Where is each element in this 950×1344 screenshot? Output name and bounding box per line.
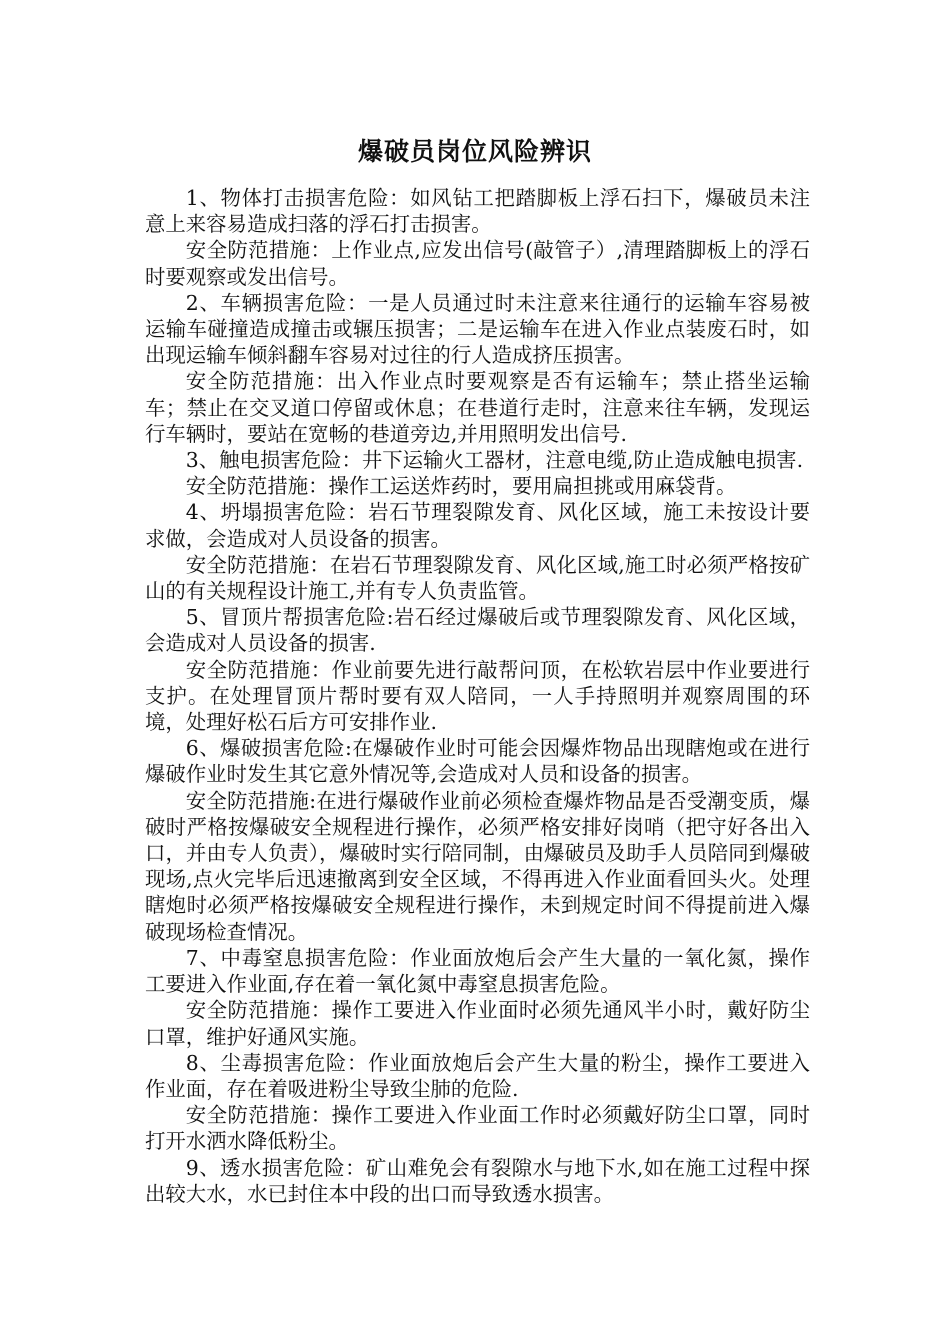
paragraph-measure-7: 安全防范措施：操作工要进入作业面时必须先通风半小时，戴好防尘口罩，维护好通风实施。 (145, 998, 810, 1049)
paragraph-hazard-4: 4、坍塌损害危险：岩石节理裂隙发育、风化区域，施工未按设计要求做，会造成对人员设备的损害。 (145, 500, 810, 551)
document-body (145, 185, 810, 1207)
paragraph-hazard-9: 9、透水损害危险：矿山难免会有裂隙水与地下水,如在施工过程中探出较大水，水已封住本中段的出口而导致透水损害。 (145, 1155, 810, 1206)
paragraph-hazard-3: 3、触电损害危险：井下运输火工器材，注意电缆,防止造成触电损害. (185, 448, 804, 473)
paragraph-measure-5: 安全防范措施：作业前要先进行敲帮问顶，在松软岩层中作业要进行支护。在处理冒顶片帮时要有双人陪同，一人手持照明并观察周围的环境，处理好松石后方可安排作业. (145, 657, 810, 735)
paragraph-hazard-7: 7、中毒窒息损害危险：作业面放炮后会产生大量的一氧化氮，操作工要进入作业面,存在着一氧化氮中毒窒息损害危险。 (145, 945, 810, 997)
paragraph-hazard-1: 1、物体打击损害危险：如风钻工把踏脚板上浮石扫下，爆破员未注意上来容易造成扫落的浮石打击损害。 (145, 186, 810, 237)
paragraph-hazard-6: 6、爆破损害危险:在爆破作业时可能会因爆炸物品出现瞎炮或在进行爆破作业时发生其它意外情况等,会造成对人员和设备的损害。 (145, 736, 810, 787)
paragraph-measure-6: 安全防范措施:在进行爆破作业前必须检查爆炸物品是否受潮变质，爆破时严格按爆破安全规程进行操作，必须严格安排好岗哨（把守好各出入口，并由专人负责），爆破时实行陪同制，由爆破员及助手人员陪同到爆破现场,点火完毕后迅速撤离到安全区域，不得再进入作业面看回头火。处理瞎炮时必须严格按爆破安全规程进行操作，未到规定时间不得提前进入爆破现场检查情况。 (145, 788, 810, 944)
paragraph-measure-2: 安全防范措施：出入作业点时要观察是否有运输车；禁止搭坐运输车；禁止在交叉道口停留或休息；在巷道行走时，注意来往车辆，发现运行车辆时，要站在宽畅的巷道旁边,并用照明发出信号. (145, 369, 810, 446)
document-title: 爆破员岗位风险辨识 (357, 137, 592, 166)
paragraph-measure-1: 安全防范措施：上作业点,应发出信号(敲管子）,清理踏脚板上的浮石时要观察或发出信号。 (145, 238, 810, 289)
paragraph-hazard-2: 2、车辆损害危险：一是人员通过时未注意来往通行的运输车容易被运输车碰撞造成撞击或辗压损害；二是运输车在进入作业点装废石时，如出现运输车倾斜翻车容易对过往的行人造成挤压损害。 (145, 290, 810, 368)
paragraph-measure-4: 安全防范措施：在岩石节理裂隙发育、风化区域,施工时必须严格按矿山的有关规程设计施工,并有专人负责监管。 (145, 552, 810, 604)
paragraph-hazard-8: 8、尘毒损害危险：作业面放炮后会产生大量的粉尘，操作工要进入作业面，存在着吸进粉尘导致尘肺的危险. (145, 1050, 810, 1101)
paragraph-measure-3: 安全防范措施：操作工运送炸药时，要用扁担挑或用麻袋背。 (185, 474, 737, 499)
paragraph-hazard-5: 5、冒顶片帮损害危险:岩石经过爆破后或节理裂隙发育、风化区域，会造成对人员设备的损害. (145, 605, 810, 656)
paragraph-measure-8: 安全防范措施：操作工要进入作业面工作时必须戴好防尘口罩，同时打开水洒水降低粉尘。 (145, 1103, 810, 1154)
